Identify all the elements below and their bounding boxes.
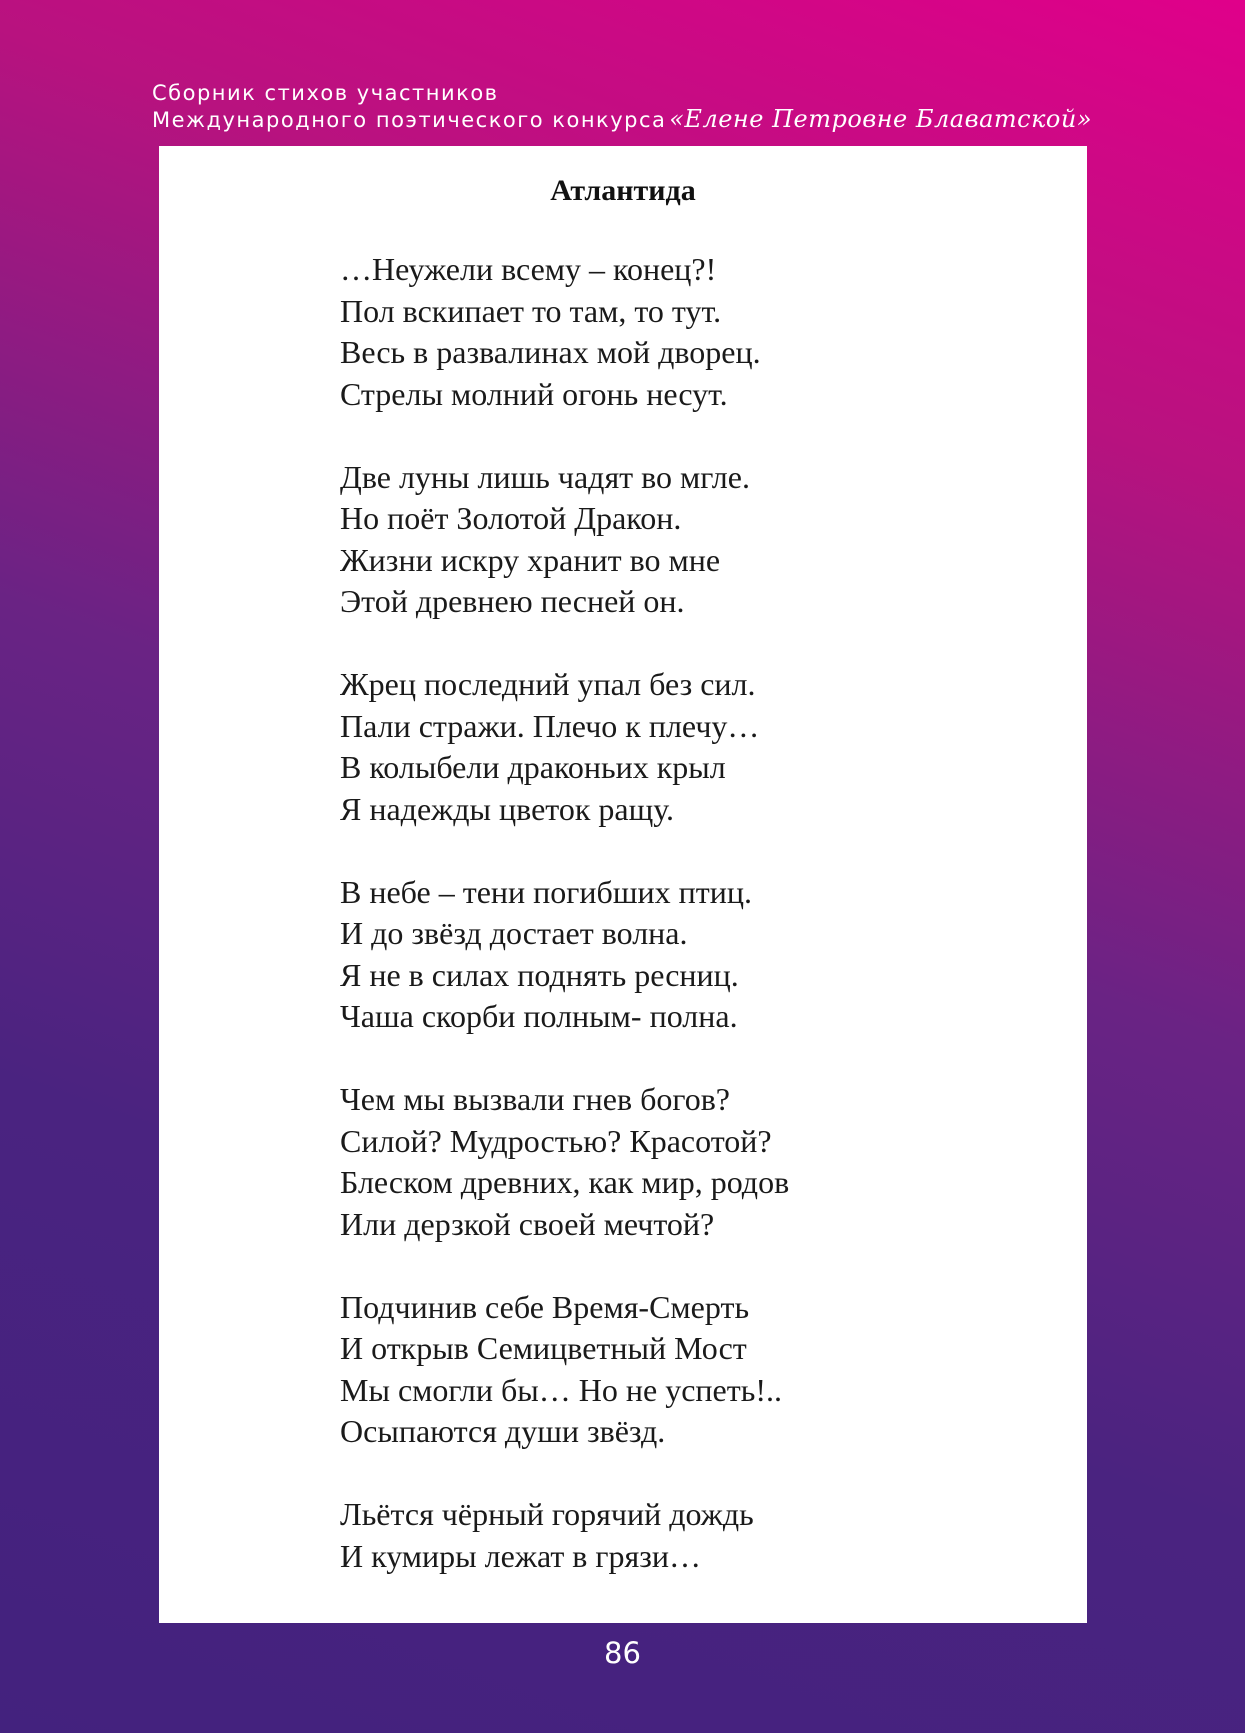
- poem-title: Атлантида: [550, 174, 696, 207]
- stanza: [340, 1079, 789, 1245]
- stanza: [340, 664, 789, 830]
- content-sheet: [159, 146, 1087, 1623]
- stanza: [340, 1494, 789, 1577]
- stanza: [340, 1287, 789, 1453]
- stanza: [340, 872, 789, 1038]
- poem-line: Осыпаются души звёзд.: [340, 1413, 666, 1449]
- poem-line: Я не в силах поднять ресниц.: [340, 956, 739, 993]
- header-row: [152, 106, 1092, 133]
- collection-title: Сборник стихов участников: [152, 81, 499, 105]
- poem-line: Две луны лишь чадят во мгле.: [340, 458, 750, 495]
- poem-line: Но поёт Золотой Дракон.: [340, 500, 682, 536]
- page-number: 86: [604, 1636, 641, 1670]
- poem-line: Чаша скорби полным- полна.: [340, 998, 738, 1034]
- contest-label: Международного поэтического конкурса: [152, 108, 667, 132]
- poem-line: Стрелы молний огонь несут.: [340, 375, 728, 412]
- stanza: [340, 249, 789, 415]
- poem-line: Льётся чёрный горячий дождь: [340, 1496, 754, 1532]
- poem-line: …Неужели всему – конец?!: [340, 251, 717, 287]
- poem-line: В колыбели драконьих крыл: [340, 749, 726, 785]
- poem-line: И открыв Семицветный Мост: [340, 1330, 747, 1366]
- poem-line: Или дерзкой своей мечтой?: [340, 1205, 715, 1242]
- poem-line: И кумиры лежат в грязи…: [340, 1537, 702, 1574]
- poem-body: [340, 249, 789, 1619]
- poem-line: Мы смогли бы… Но не успеть!..: [340, 1371, 782, 1408]
- poem-line: Этой древнею песней он.: [340, 583, 685, 619]
- poem-line: Весь в развалинах мой дворец.: [340, 334, 761, 370]
- poem-line: И до звёзд достает волна.: [340, 915, 688, 951]
- poem-line: Я надежды цветок ращу.: [340, 790, 675, 827]
- stanza: [340, 457, 789, 623]
- poem-line: Подчинив себе Время-Смерть: [340, 1288, 750, 1325]
- poem-line: Жрец последний упал без сил.: [340, 666, 756, 702]
- poem-line: Блеском древних, как мир, родов: [340, 1164, 790, 1200]
- poem-line: Чем мы вызвали гнев богов?: [340, 1081, 730, 1117]
- poem-line: Пол вскипает то там, то тут.: [340, 292, 722, 329]
- contest-name: «Елене Петровне Блаватской»: [669, 105, 1092, 133]
- poem-line: Жизни искру хранит во мне: [340, 541, 721, 578]
- poem-line: Пали стражи. Плечо к плечу…: [340, 707, 760, 744]
- poem-line: В небе – тени погибших птиц.: [340, 873, 752, 910]
- page-header: [152, 80, 1092, 133]
- poem-line: Силой? Мудростью? Красотой?: [340, 1122, 772, 1159]
